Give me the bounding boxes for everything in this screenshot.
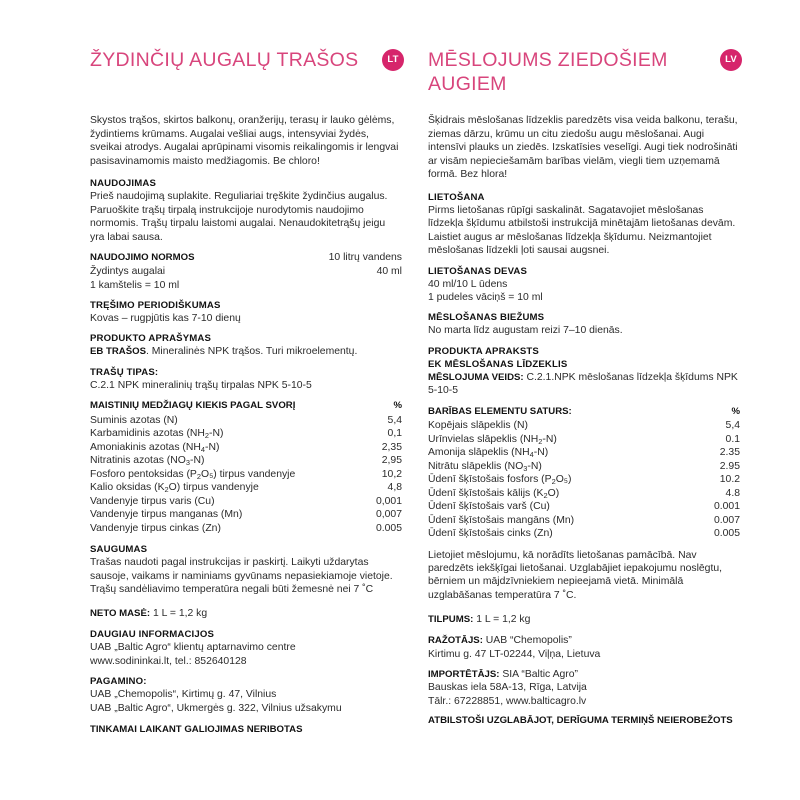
nutrient-row (90, 427, 402, 441)
section-dosage-lt (90, 251, 402, 292)
type-body-lv (428, 371, 740, 398)
section-more-info-lt (90, 628, 402, 668)
nutrient-value: 0.001 (713, 501, 740, 513)
nutrient-row (90, 522, 402, 536)
usage-heading-lt: NAUDOJIMAS (90, 178, 156, 190)
description-body-lt (90, 345, 402, 358)
type-body-lt: C.2.1 NPK mineralinių trąšų tirpalas NPK 5-10-5 (90, 379, 312, 391)
nutrient-row (90, 495, 402, 509)
nutrient-row (90, 414, 402, 428)
dosage-heading-lv: LIETOŠANAS DEVAS (428, 265, 528, 277)
nutrient-value: 2,95 (381, 455, 402, 467)
page-title-lv: MĒSLOJUMS ZIEDOŠIEM AUGIEM (428, 49, 668, 95)
nutrient-row (428, 487, 740, 501)
nutrient-row (90, 508, 402, 522)
type-heading-lt: TRAŠŲ TIPAS: (90, 366, 159, 378)
nutrient-name: Vandenyje tirpus manganas (Mn) (90, 509, 243, 521)
type-text-lv: C.2.1.NPK mēslošanas līdzekļa šķīdums NPK 5-10-5 (428, 371, 738, 397)
usage-body-lt: Prieš naudojimą suplakite. Reguliariai tręškite žydinčius augalus. Paruoškite trąšų tirpalą instrukcijoje nurodytomis naudojimo normomis. Trąšų tirpalu laistomi augalai. Nenaudokitetrąšų jeigu yra labai sausa. (90, 191, 388, 243)
net-volume-value-lv: 1 L = 1,2 kg (473, 614, 531, 626)
description-heading-lv: PRODUKTA APRAKSTS (428, 345, 539, 357)
net-mass-value-lt: 1 L = 1,2 kg (150, 608, 208, 620)
section-usage-lt (90, 177, 402, 244)
manufacturer-line-2-lv: Kirtimu g. 47 LT-02244, Viļņa, Lietuva (428, 648, 601, 660)
dosage-header-row-lt (90, 251, 402, 265)
nutrient-row (428, 473, 740, 487)
section-usage-lv (428, 191, 740, 258)
section-importer-lv (428, 668, 740, 708)
nutrient-value: 2.35 (719, 447, 740, 459)
usage-heading-lv: LIETOŠANA (428, 191, 485, 203)
nutrient-name: Ūdenī šķīstošais mangāns (Mn) (428, 514, 575, 526)
nutrient-table-percent-header-lt: % (393, 400, 402, 412)
description-text-lt: . Mineralinės NPK trąšos. Turi mikroelementų. (145, 346, 358, 358)
net-mass-lt (90, 603, 402, 621)
nutrient-value: 10.2 (719, 474, 740, 486)
nutrient-table-heading-lv: BARĪBAS ELEMENTU SATURS: (428, 405, 572, 417)
nutrient-table-body-lv (428, 419, 740, 541)
net-mass-label-lt: NETO MASĖ: (90, 608, 151, 620)
more-info-line-2-lt: www.sodininkai.lt, tel.: 852640128 (90, 655, 247, 667)
nutrient-name: Amoniakinis azotas $(NH_4-N)$ (90, 441, 220, 454)
nutrient-row (90, 454, 402, 468)
net-volume-label-lv: TILPUMS: (428, 614, 474, 626)
nutrient-value: 0.005 (375, 522, 402, 534)
frequency-body-lv: No marta līdz augustam reizi 7–10 dienās. (428, 325, 623, 337)
nutrient-name: Vandenyje tirpus cinkas (Zn) (90, 522, 221, 534)
nutrient-row (90, 481, 402, 495)
safety-body-lv: Lietojiet mēslojumu, kā norādīts lietošanas pamācībā. Nav paredzēts iekšķīgai lietošanai. Uzglabājiet iepakojumu noslēgtu, bērniem un mājdzīvniekiem nepieejamā vietā. Minimālā uzglabāšanas temperatūra 7 ˚C. (428, 549, 722, 601)
nutrient-row (90, 468, 402, 482)
dosage-line-2-lv: 1 pudeles vāciņš = 10 ml (428, 292, 543, 303)
more-info-heading-lt: DAUGIAU INFORMACIJOS (90, 629, 214, 641)
language-column-lt (90, 48, 402, 737)
nutrient-row (428, 419, 740, 433)
nutrient-name: Ūdenī šķīstošais cinks (Zn) (428, 528, 553, 540)
nutrient-row (90, 441, 402, 455)
usage-body-lv: Pirms lietošanas rūpīgi saskalināt. Sagatavojiet mēslošanas līdzekļa šķīdumu atbilstoši instrukcijā minētajām lietošanas devām. Laistiet augus ar mēslošanas līdzekļa šķīdumu. Neizmantojiet mēslošanas līdzekli ļoti sausai augsnei. (428, 204, 736, 257)
manufacturer-line-1-lt: UAB „Chemopolis“, Kirtimų g. 47, Vilnius (90, 689, 277, 701)
more-info-line-1-lt: UAB „Baltic Agro“ klientų aptarnavimo centre (90, 642, 296, 654)
nutrient-value: 0,007 (375, 509, 402, 521)
nutrient-name: Kalio oksidas $(K_2O)$ tirpus vandenyje (90, 482, 259, 495)
column-header-lv (428, 48, 740, 104)
nutrient-name: Nitrātu slāpeklis $(NO_3-N)$ (428, 460, 542, 473)
nutrient-name: Ūdenī šķīstošais varš (Cu) (428, 501, 550, 513)
column-header-lt (90, 48, 402, 104)
nutrient-value: 0.007 (713, 514, 740, 526)
importer-line-3-lv: Tālr.: 67228851, www.balticagro.lv (428, 695, 587, 707)
dosage-water-amount-lt: 10 litrų vandens (328, 252, 402, 263)
language-badge-lv: LV (720, 49, 742, 71)
safety-heading-lt: SAUGUMAS (90, 544, 148, 556)
section-dosage-lv (428, 265, 740, 305)
nutrient-value: 4.8 (725, 487, 740, 499)
nutrient-value: 0,001 (375, 495, 402, 507)
dosage-cap-note-lt: 1 kamštelis = 10 ml (90, 279, 180, 291)
shelf-life-note-lv: ATBILSTOŠI UZGLABĀJOT, DERĪGUMA TERMIŅŠ NEIEROBEŽOTS (428, 715, 733, 727)
frequency-body-lt: Kovas – rugpjūtis kas 7-10 dienų (90, 313, 241, 324)
frequency-heading-lv: MĒSLOŠANAS BIEŽUMS (428, 312, 545, 324)
section-description-lv (428, 345, 740, 398)
language-column-lv (428, 48, 740, 728)
importer-label-lv: IMPORTĒTĀJS: (428, 669, 500, 681)
section-safety-lv (428, 549, 740, 603)
nutrient-row (428, 460, 740, 474)
dosage-plant-type-lt: Žydintys augalai (90, 266, 166, 277)
nutrient-value: 4,8 (387, 482, 402, 494)
section-type-lt (90, 366, 402, 392)
nutrient-value: 2,35 (381, 441, 402, 453)
nutrient-table-percent-header-lv: % (731, 405, 740, 417)
section-manufacturer-lv (428, 634, 740, 661)
dosage-row-lt (90, 265, 402, 279)
nutrient-value: 10,2 (381, 468, 402, 480)
frequency-heading-lt: TRĘŠIMO PERIODIŠKUMAS (90, 300, 221, 311)
nutrient-row (428, 514, 740, 528)
nutrient-value: 5,4 (725, 420, 740, 432)
section-description-lt (90, 332, 402, 358)
section-safety-lt (90, 543, 402, 596)
nutrient-name: Kopējais slāpeklis (N) (428, 420, 528, 432)
dosage-line-1-lv: 40 ml/10 L ūdens (428, 278, 508, 290)
dosage-heading-lt: NAUDOJIMO NORMOS (90, 252, 195, 263)
nutrient-value: 0.005 (713, 528, 740, 540)
description-label-lt: EB TRAŠOS (90, 346, 146, 358)
nutrient-row (428, 527, 740, 541)
nutrient-row (428, 500, 740, 514)
section-manufacturer-lt (90, 675, 402, 715)
nutrient-table-header-row-lv (428, 405, 740, 420)
manufacturer-line-1-lv (428, 634, 740, 647)
nutrient-name: Ūdenī šķīstošais kālijs $(K_2O)$ (428, 487, 560, 500)
nutrient-table-lv (428, 405, 740, 541)
description-subheading-lv: EK MĒSLOŠANAS LĪDZEKLIS (428, 358, 568, 370)
nutrient-value: 5,4 (387, 414, 402, 426)
nutrient-value: 0.1 (725, 433, 740, 445)
type-label-lv: MĒSLOJUMA VEIDS: (428, 371, 524, 383)
importer-name-lv: SIA “Baltic Agro” (499, 669, 578, 681)
nutrient-value: 2.95 (719, 460, 740, 472)
importer-line-2-lv: Bauskas iela 58A-13, Rīga, Latvija (428, 682, 587, 694)
nutrient-table-header-row-lt (90, 399, 402, 414)
nutrient-name: Amonija slāpeklis $(NH_4-N)$ (428, 447, 549, 460)
section-frequency-lv (428, 311, 740, 337)
net-volume-lv (428, 609, 740, 627)
nutrient-name: Vandenyje tirpus varis (Cu) (90, 495, 215, 507)
description-heading-lt: PRODUKTO APRAŠYMAS (90, 333, 212, 345)
language-badge-lt: LT (382, 49, 404, 71)
manufacturer-name-lv: UAB “Chemopolis” (482, 635, 572, 647)
nutrient-row (428, 446, 740, 460)
nutrient-table-body-lt (90, 414, 402, 536)
intro-paragraph-lt: Skystos trąšos, skirtos balkonų, oranžerijų, terasų ir lauko gėlėms, žydintiems krūmams. Augalai vešliai augs, intensyviai žydės, sveikai atrodys. Augalai aprūpinami visomis reikalingomis ir lengvai pasisavinamomis maisto medžiagomis. Be chloro! (90, 115, 399, 167)
manufacturer-label-lv: RAŽOTĀJS: (428, 635, 483, 647)
nutrient-table-heading-lt: MAISTINIŲ MEDŽIAGŲ KIEKIS PAGAL SVORĮ (90, 400, 296, 412)
nutrient-table-lt (90, 399, 402, 535)
nutrient-value: 0,1 (387, 428, 402, 440)
nutrient-row (428, 433, 740, 447)
nutrient-name: Suminis azotas (N) (90, 414, 178, 426)
manufacturer-heading-lt: PAGAMINO: (90, 676, 147, 688)
nutrient-name: Karbamidinis azotas $(NH_2-N)$ (90, 428, 224, 441)
dosage-value-lt: 40 ml (376, 266, 402, 277)
manufacturer-line-2-lt: UAB „Baltic Agro“, Ukmergės g. 322, Vilnius užsakymu (90, 702, 342, 714)
safety-body-lt: Trašas naudoti pagal instrukcijas ir paskirtį. Laikyti uždarytas sausoje, vaikams ir naminiams gyvūnams nepasiekiamoje vietoje. Trąšų sandėliavimo temperatūra negali būti žemesnė nei 7 ˚C (90, 557, 393, 596)
shelf-life-note-lt: TINKAMAI LAIKANT GALIOJIMAS NERIBOTAS (90, 724, 303, 736)
nutrient-name: Ūdenī šķīstošais fosfors $(P_2O_5)$ (428, 474, 572, 487)
nutrient-name: Urīnvielas slāpeklis $(NH_2-N)$ (428, 433, 557, 446)
section-frequency-lt (90, 299, 402, 325)
intro-paragraph-lv: Šķidrais mēslošanas līdzeklis paredzēts visa veida balkonu, terašu, ziemas dārzu, krūmu un citu ziedošu augu mēslošanai. Augi intensīvi plauks un ziedēs. Izskatīsies veselīgi. Augi tiek nodrošināti ar visām nepieciešamām barības vielām, viegli tiem uzņemamā formā. Bez hlora! (428, 115, 738, 181)
page-title-lt: ŽYDINČIŲ AUGALŲ TRAŠOS (90, 49, 359, 71)
nutrient-name: Nitratinis azotas $(NO_3-N)$ (90, 455, 205, 468)
nutrient-name: Fosforo pentoksidas $(P_2O_5)$ tirpus vandenyje (90, 468, 296, 481)
importer-line-1-lv (428, 668, 740, 681)
